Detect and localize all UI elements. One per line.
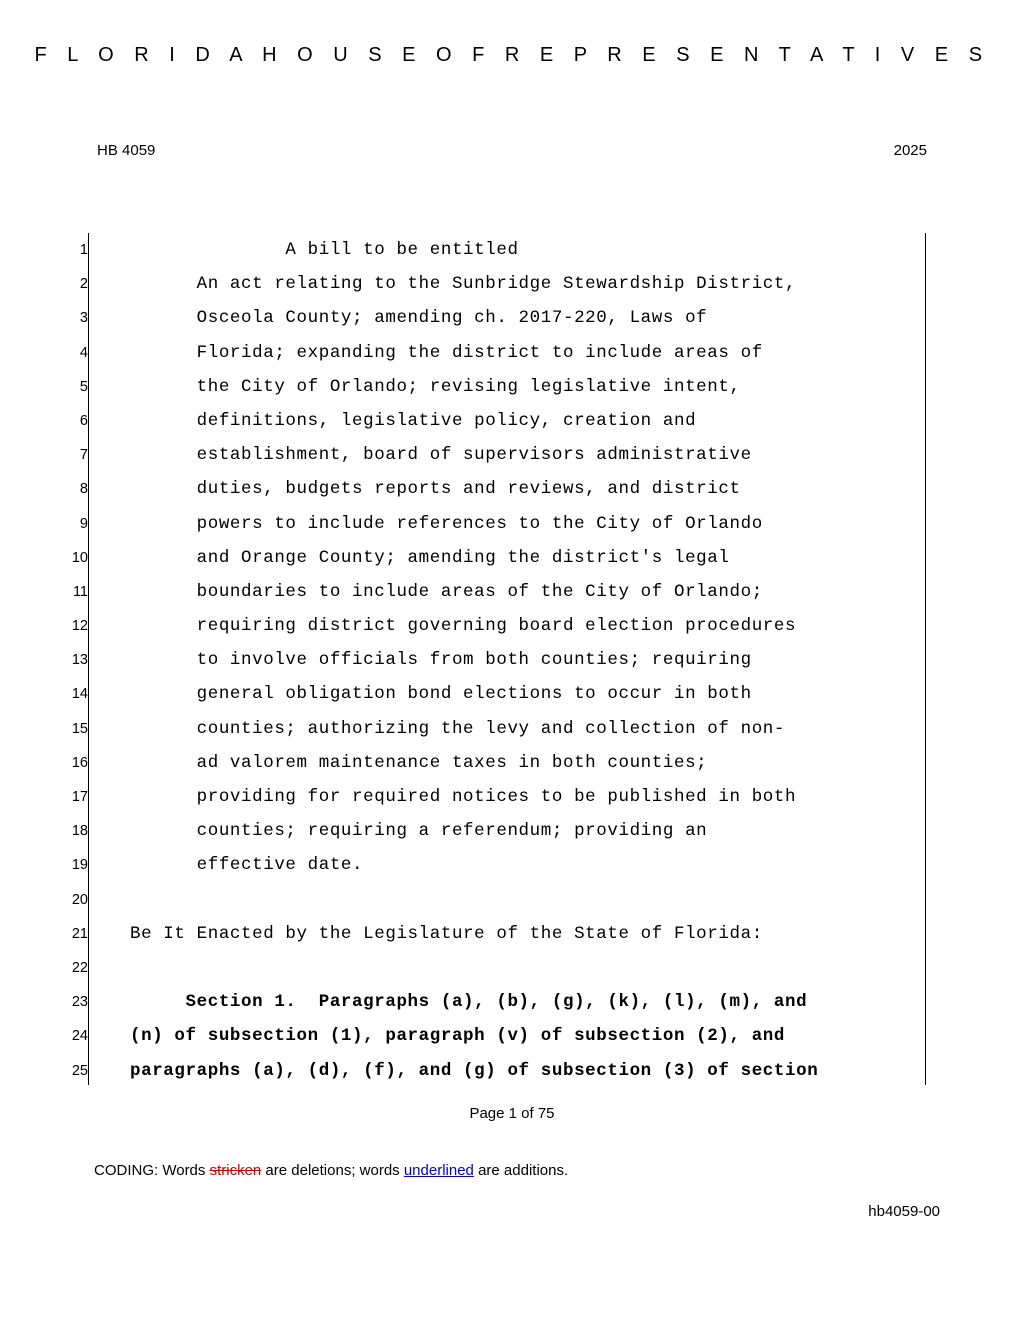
line-content: ad valorem maintenance taxes in both counties; bbox=[130, 752, 708, 773]
bill-year: 2025 bbox=[893, 142, 927, 159]
line-content: paragraphs (a), (d), (f), and (g) of subsection (3) of section bbox=[130, 1060, 819, 1081]
line-content: counties; authorizing the levy and collection of non- bbox=[130, 718, 786, 739]
line-content: the City of Orlando; revising legislative intent, bbox=[130, 376, 741, 397]
bill-text-line bbox=[60, 336, 940, 370]
bill-number: HB 4059 bbox=[97, 142, 156, 159]
line-content: establishment, board of supervisors administrative bbox=[130, 445, 752, 466]
line-content: providing for required notices to be published in both bbox=[130, 787, 797, 807]
line-content: effective date. bbox=[130, 855, 364, 876]
bill-text-line bbox=[60, 883, 940, 917]
line-content: Section 1. Paragraphs (a), (b), (g), (k), (l), (m), and bbox=[130, 992, 808, 1013]
line-number: 20 bbox=[71, 891, 88, 908]
line-number: 7 bbox=[79, 447, 88, 464]
line-number: 25 bbox=[71, 1062, 88, 1079]
line-content: A bill to be entitled bbox=[130, 240, 519, 260]
line-content: counties; requiring a referendum; providing an bbox=[130, 821, 708, 842]
coding-legend-underlined: underlined bbox=[403, 1162, 474, 1179]
line-content: Florida; expanding the district to include areas of bbox=[130, 342, 763, 363]
line-content: Osceola County; amending ch. 2017-220, Laws of bbox=[130, 308, 708, 329]
line-number: 12 bbox=[71, 618, 88, 635]
line-number: 16 bbox=[71, 754, 88, 771]
document-id: hb4059-00 bbox=[868, 1203, 940, 1220]
coding-legend-suffix: are additions. bbox=[473, 1162, 569, 1179]
line-number: 15 bbox=[71, 720, 88, 737]
coding-legend-stricken: stricken bbox=[209, 1162, 262, 1179]
line-number: 24 bbox=[71, 1028, 88, 1045]
page-number-label: Page 1 of 75 bbox=[469, 1105, 555, 1122]
bill-text-line bbox=[60, 917, 940, 951]
bill-text-line bbox=[60, 370, 940, 404]
bill-text-line bbox=[60, 575, 940, 609]
line-number: 14 bbox=[71, 686, 88, 703]
bill-text-line bbox=[60, 1054, 940, 1088]
line-number: 11 bbox=[72, 583, 88, 600]
line-content: general obligation bond elections to occur in both bbox=[130, 684, 752, 705]
bill-text-line bbox=[60, 541, 940, 575]
line-number: 8 bbox=[79, 481, 88, 498]
bill-text-line bbox=[60, 404, 940, 438]
bill-text-line bbox=[60, 267, 940, 301]
bill-text-line bbox=[60, 1019, 940, 1053]
bill-text-line bbox=[60, 951, 940, 985]
bill-text-line bbox=[60, 712, 940, 746]
line-number: 9 bbox=[79, 515, 88, 532]
bill-text-line bbox=[60, 814, 940, 848]
line-number: 10 bbox=[71, 549, 88, 566]
line-content: and Orange County; amending the district's legal bbox=[130, 547, 730, 568]
coding-legend-middle: are deletions; words bbox=[261, 1162, 404, 1179]
bill-text-line bbox=[60, 985, 940, 1019]
coding-legend bbox=[94, 1162, 568, 1179]
bill-text-line bbox=[60, 780, 940, 814]
line-content: An act relating to the Sunbridge Stewardship District, bbox=[130, 274, 797, 295]
line-content: powers to include references to the City of Orlando bbox=[130, 513, 763, 534]
line-number: 18 bbox=[71, 823, 88, 840]
line-number: 1 bbox=[79, 242, 88, 258]
line-number: 3 bbox=[79, 310, 88, 327]
line-number: 2 bbox=[79, 276, 88, 293]
line-content: Be It Enacted by the Legislature of the State of Florida: bbox=[130, 923, 763, 944]
line-content: (n) of subsection (1), paragraph (v) of subsection (2), and bbox=[130, 1026, 786, 1047]
line-number: 22 bbox=[71, 959, 88, 976]
bill-text-line bbox=[60, 643, 940, 677]
bill-text-line bbox=[60, 438, 940, 472]
line-number: 17 bbox=[71, 789, 88, 805]
bill-header bbox=[97, 142, 927, 159]
line-number: 13 bbox=[71, 652, 88, 669]
bill-text-line bbox=[60, 472, 940, 506]
bill-text-line bbox=[60, 507, 940, 541]
line-number: 4 bbox=[79, 344, 88, 361]
line-number: 23 bbox=[71, 994, 88, 1011]
bill-text-line bbox=[60, 746, 940, 780]
line-content: boundaries to include areas of the City of Orlando; bbox=[130, 581, 763, 602]
chamber-masthead: F L O R I D A H O U S E O F R E P R E S E N T A T I V E S bbox=[34, 44, 990, 66]
coding-legend-prefix: CODING: Words bbox=[94, 1162, 210, 1179]
line-content: requiring district governing board election procedures bbox=[130, 616, 797, 637]
bill-text-body bbox=[60, 233, 940, 1088]
bill-text-line bbox=[60, 233, 940, 267]
line-number: 6 bbox=[79, 412, 88, 429]
line-content: duties, budgets reports and reviews, and district bbox=[130, 479, 741, 500]
bill-text-line bbox=[60, 677, 940, 711]
line-number: 21 bbox=[71, 925, 88, 942]
bill-text-line bbox=[60, 609, 940, 643]
line-content: definitions, legislative policy, creation and bbox=[130, 410, 697, 431]
line-number: 19 bbox=[71, 857, 88, 874]
line-content: to involve officials from both counties; requiring bbox=[130, 650, 752, 671]
bill-text-line bbox=[60, 301, 940, 335]
line-number: 5 bbox=[79, 378, 88, 395]
bill-text-line bbox=[60, 848, 940, 882]
